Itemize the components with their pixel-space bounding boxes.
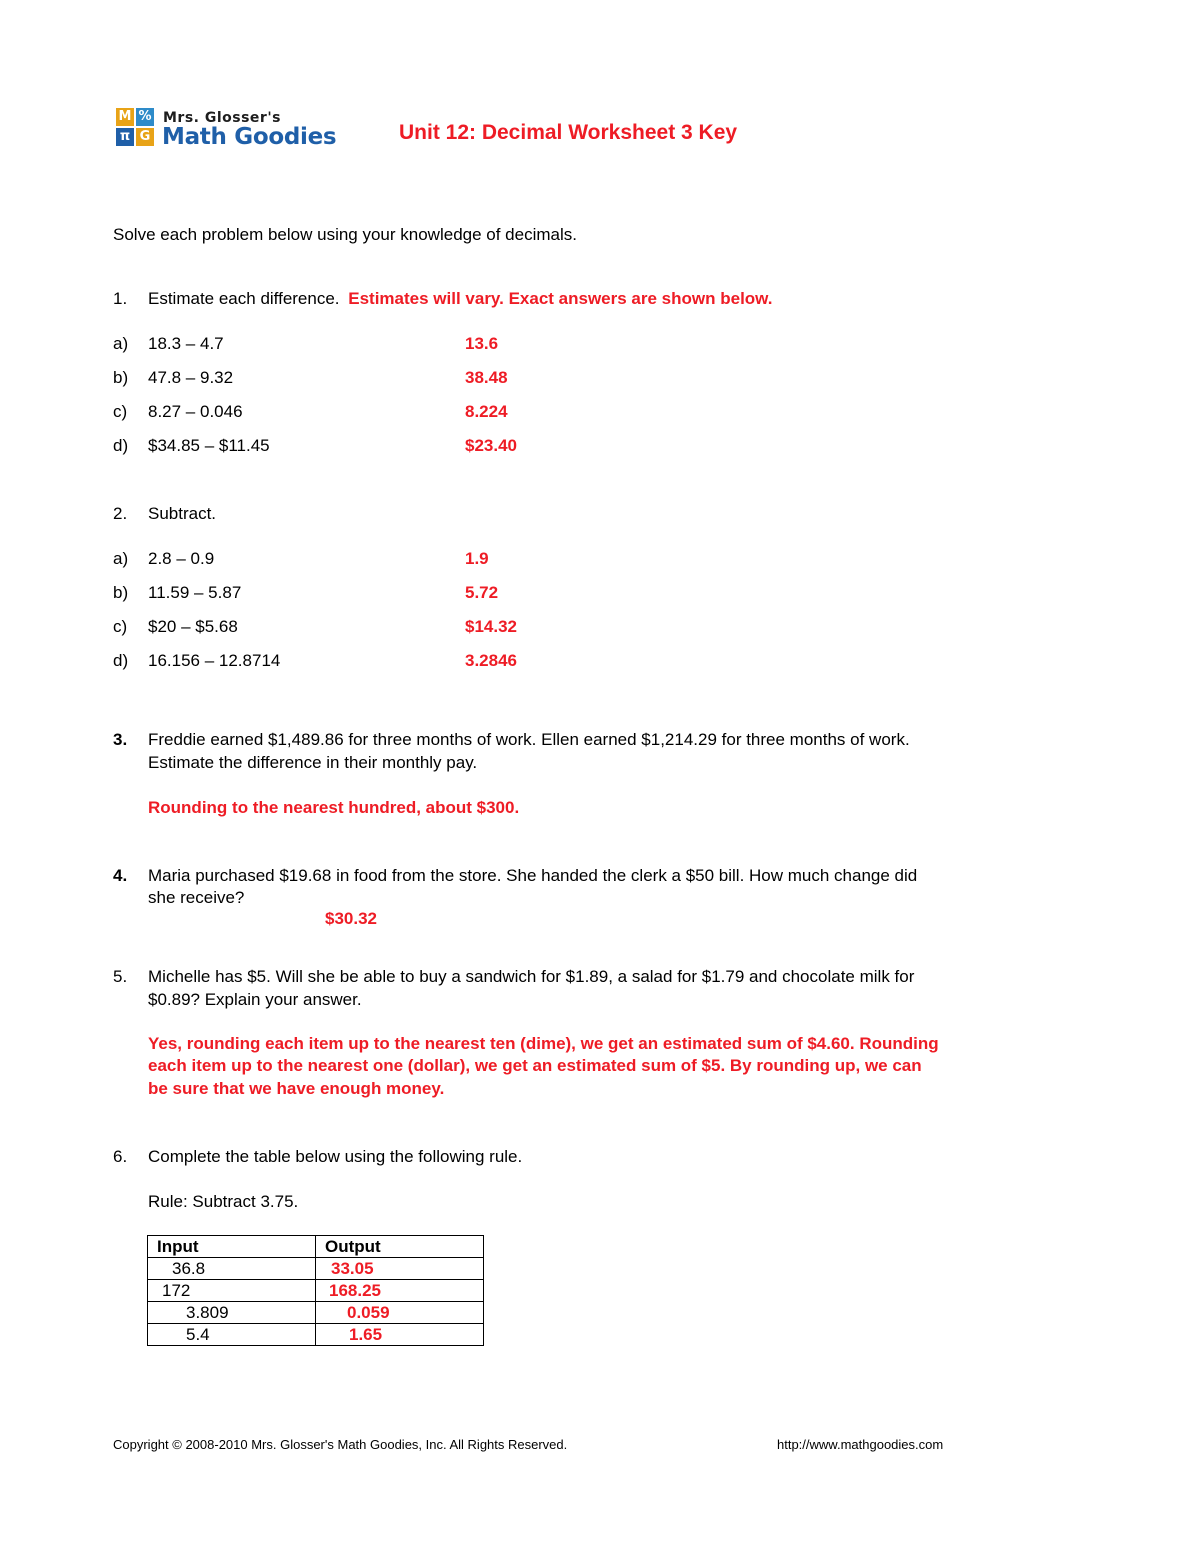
q2-item-d-label: d) bbox=[113, 651, 129, 670]
q2-item-c-expr: $20 – $5.68 bbox=[148, 617, 238, 636]
logo-top-text: Mrs. Glosser's bbox=[163, 110, 281, 126]
q4-line1: Maria purchased $19.68 in food from the store. She handed the clerk a $50 bill. How much change did bbox=[148, 866, 918, 885]
q2-item-a-expr: 2.8 – 0.9 bbox=[148, 549, 215, 568]
page-title: Unit 12: Decimal Worksheet 3 Key bbox=[399, 121, 738, 144]
q5-answer-line1: Yes, rounding each item up to the nearest ten (dime), we get an estimated sum of $4.60. Rounding bbox=[148, 1034, 939, 1053]
q1-note: Estimates will vary. Exact answers are shown below. bbox=[348, 289, 773, 308]
table-header-row bbox=[148, 1236, 484, 1258]
q1-item-b-label: b) bbox=[113, 368, 129, 387]
q1-prompt-line bbox=[148, 289, 773, 309]
q1-item-b-answer: 38.48 bbox=[465, 368, 508, 387]
q2-item-d-answer: 3.2846 bbox=[465, 651, 517, 670]
q2-number: 2. bbox=[113, 504, 128, 523]
table-cell-input: 5.4 bbox=[148, 1324, 316, 1346]
logo-tile-m: M bbox=[116, 108, 134, 126]
q6-number: 6. bbox=[113, 1147, 128, 1166]
table-row bbox=[148, 1324, 484, 1346]
footer-url-link[interactable]: http://www.mathgoodies.com bbox=[777, 1437, 944, 1452]
logo-tile-g: G bbox=[136, 128, 154, 146]
table-row bbox=[148, 1280, 484, 1302]
q1-item-a-expr: 18.3 – 4.7 bbox=[148, 334, 224, 353]
q1-item-c-expr: 8.27 – 0.046 bbox=[148, 402, 243, 421]
q1-item-d-label: d) bbox=[113, 436, 129, 455]
table-cell-output: 1.65 bbox=[316, 1324, 484, 1346]
table-cell-output: 33.05 bbox=[316, 1258, 484, 1280]
q2-item-b-label: b) bbox=[113, 583, 129, 602]
q1-prompt: Estimate each difference. bbox=[148, 289, 340, 308]
q2-item-d-expr: 16.156 – 12.8714 bbox=[148, 651, 281, 670]
instructions: Solve each problem below using your knowledge of decimals. bbox=[113, 225, 577, 244]
q2-item-c-label: c) bbox=[113, 617, 128, 636]
q2-prompt: Subtract. bbox=[148, 504, 217, 523]
q5-number: 5. bbox=[113, 967, 128, 986]
q1-number: 1. bbox=[113, 289, 128, 308]
q1-item-c-answer: 8.224 bbox=[465, 402, 508, 421]
q1-item-b-expr: 47.8 – 9.32 bbox=[148, 368, 234, 387]
logo-tiles bbox=[116, 108, 155, 147]
logo-tile-pi: π bbox=[116, 128, 134, 146]
q1-item-d-expr: $34.85 – $11.45 bbox=[148, 436, 270, 455]
table-cell-input: 3.809 bbox=[148, 1302, 316, 1324]
q3-answer: Rounding to the nearest hundred, about $300. bbox=[148, 798, 520, 817]
q2-item-a-answer: 1.9 bbox=[465, 549, 489, 568]
table-cell-input: 36.8 bbox=[148, 1258, 316, 1280]
q4-answer: $30.32 bbox=[325, 909, 377, 928]
q3-line1: Freddie earned $1,489.86 for three months of work. Ellen earned $1,214.29 for three months of work. bbox=[148, 730, 910, 749]
q5-line2: $0.89? Explain your answer. bbox=[148, 990, 362, 1009]
q2-item-b-expr: 11.59 – 5.87 bbox=[148, 583, 242, 602]
q6-prompt: Complete the table below using the following rule. bbox=[148, 1147, 523, 1166]
footer-copyright: Copyright © 2008-2010 Mrs. Glosser's Math Goodies, Inc. All Rights Reserved. bbox=[113, 1437, 568, 1452]
q3-line2: Estimate the difference in their monthly pay. bbox=[148, 753, 478, 772]
table-header-input: Input bbox=[148, 1236, 316, 1258]
q2-item-c-answer: $14.32 bbox=[465, 617, 517, 636]
q3-number: 3. bbox=[113, 730, 128, 749]
q5-answer-line3: be sure that we have enough money. bbox=[148, 1079, 445, 1098]
q4-line2: she receive? bbox=[148, 888, 245, 907]
logo-main-text: Math Goodies bbox=[162, 124, 337, 150]
table-row bbox=[148, 1302, 484, 1324]
q4-number: 4. bbox=[113, 866, 128, 885]
q2-item-a-label: a) bbox=[113, 549, 129, 568]
q5-line1: Michelle has $5. Will she be able to buy a sandwich for $1.89, a salad for $1.79 and chocolate milk for bbox=[148, 967, 915, 986]
table-cell-output: 168.25 bbox=[316, 1280, 484, 1302]
q2-item-b-answer: 5.72 bbox=[465, 583, 499, 602]
input-output-table bbox=[147, 1235, 484, 1346]
logo bbox=[116, 108, 356, 152]
q1-item-a-answer: 13.6 bbox=[465, 334, 499, 353]
q5-answer-line2: each item up to the nearest one (dollar), we get an estimated sum of $5. By rounding up, we can bbox=[148, 1056, 922, 1075]
table-header-output: Output bbox=[316, 1236, 484, 1258]
q1-item-c-label: c) bbox=[113, 402, 128, 421]
q1-item-d-answer: $23.40 bbox=[465, 436, 517, 455]
q1-item-a-label: a) bbox=[113, 334, 129, 353]
logo-tile-percent: % bbox=[136, 108, 154, 126]
table-row bbox=[148, 1258, 484, 1280]
table-cell-output: 0.059 bbox=[316, 1302, 484, 1324]
table-cell-input: 172 bbox=[148, 1280, 316, 1302]
q6-rule: Rule: Subtract 3.75. bbox=[148, 1192, 299, 1211]
